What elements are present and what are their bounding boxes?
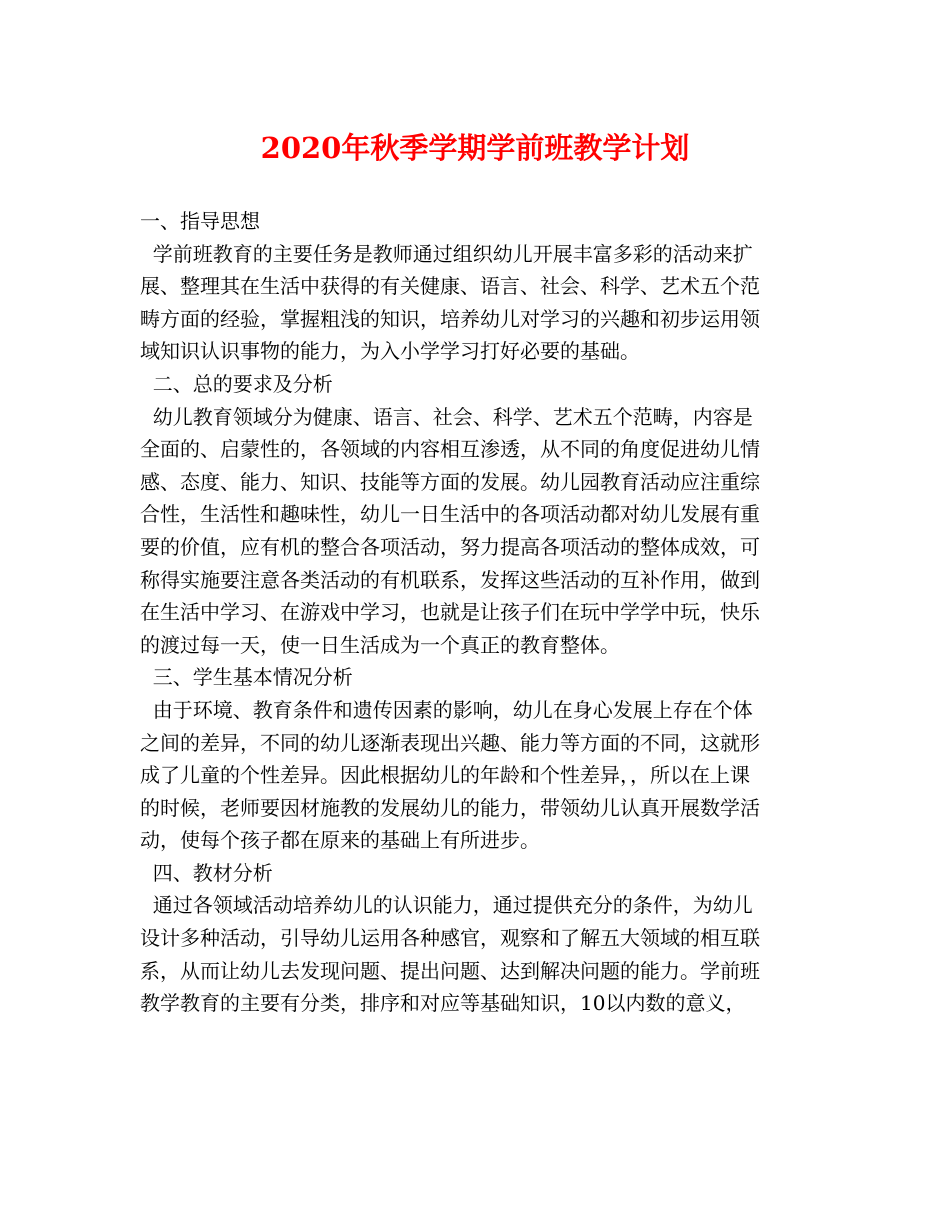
text-line: 展、整理其在生活中获得的有关健康、语言、社会、科学、艺术五个范 <box>140 274 760 299</box>
text-line: 一、指导思想 <box>140 209 260 233</box>
text-line: 的时候，老师要因材施教的发展幼儿的能力，带领幼儿认真开展数学活 <box>140 795 760 820</box>
text-line: 幼儿教育领域分为健康、语言、社会、科学、艺术五个范畴，内容是 <box>140 404 753 429</box>
text-line: 感、态度、能力、知识、技能等方面的发展。幼儿园教育活动应注重综 <box>140 469 760 494</box>
text-line: 全面的、启蒙性的，各领域的内容相互渗透，从不同的角度促进幼儿情 <box>140 437 760 462</box>
text-line: 域知识认识事物的能力，为入小学学习打好必要的基础。 <box>140 339 640 364</box>
text-line: 动，使每个孩子都在原来的基础上有所进步。 <box>140 828 540 853</box>
text-line: 设计多种活动，引导幼儿运用各种感官，观察和了解五大领域的相互联 <box>140 926 760 951</box>
text-line: 系，从而让幼儿去发现问题、提出问题、达到解决问题的能力。学前班 <box>140 958 760 983</box>
text-line: 之间的差异，不同的幼儿逐渐表现出兴趣、能力等方面的不同，这就形 <box>140 730 760 755</box>
text-line: 三、学生基本情况分析 <box>140 665 353 690</box>
document-body <box>140 205 812 1020</box>
text-line: 教学教育的主要有分类，排序和对应等基础知识，10以内数的意义， <box>140 991 746 1016</box>
text-line: 成了儿童的个性差异。因此根据幼儿的年龄和个性差异，，所以在上课 <box>140 763 750 788</box>
text-line: 由于环境、教育条件和遗传因素的影响，幼儿在身心发展上存在个体 <box>140 697 753 722</box>
text-line: 通过各领域活动培养幼儿的认识能力，通过提供充分的条件，为幼儿 <box>140 893 753 918</box>
document-title: 2020年秋季学期学前班教学计划 <box>260 131 690 165</box>
text-line: 二、总的要求及分析 <box>140 371 333 396</box>
text-line: 在生活中学习、在游戏中学习，也就是让孩子们在玩中学学中玩，快乐 <box>140 600 760 625</box>
text-line: 学前班教育的主要任务是教师通过组织幼儿开展丰富多彩的活动来扩 <box>140 241 753 266</box>
text-line: 要的价值，应有机的整合各项活动，努力提高各项活动的整体成效，可 <box>140 534 760 559</box>
text-line: 畴方面的经验，掌握粗浅的知识，培养幼儿对学习的兴趣和初步运用领 <box>140 306 760 331</box>
text-line: 四、教材分析 <box>140 860 273 885</box>
text-line: 的渡过每一天，使一日生活成为一个真正的教育整体。 <box>140 632 620 657</box>
text-line: 合性，生活性和趣味性，幼儿一日生活中的各项活动都对幼儿发展有重 <box>140 502 760 527</box>
text-line: 称得实施要注意各类活动的有机联系，发挥这些活动的互补作用，做到 <box>140 567 760 592</box>
